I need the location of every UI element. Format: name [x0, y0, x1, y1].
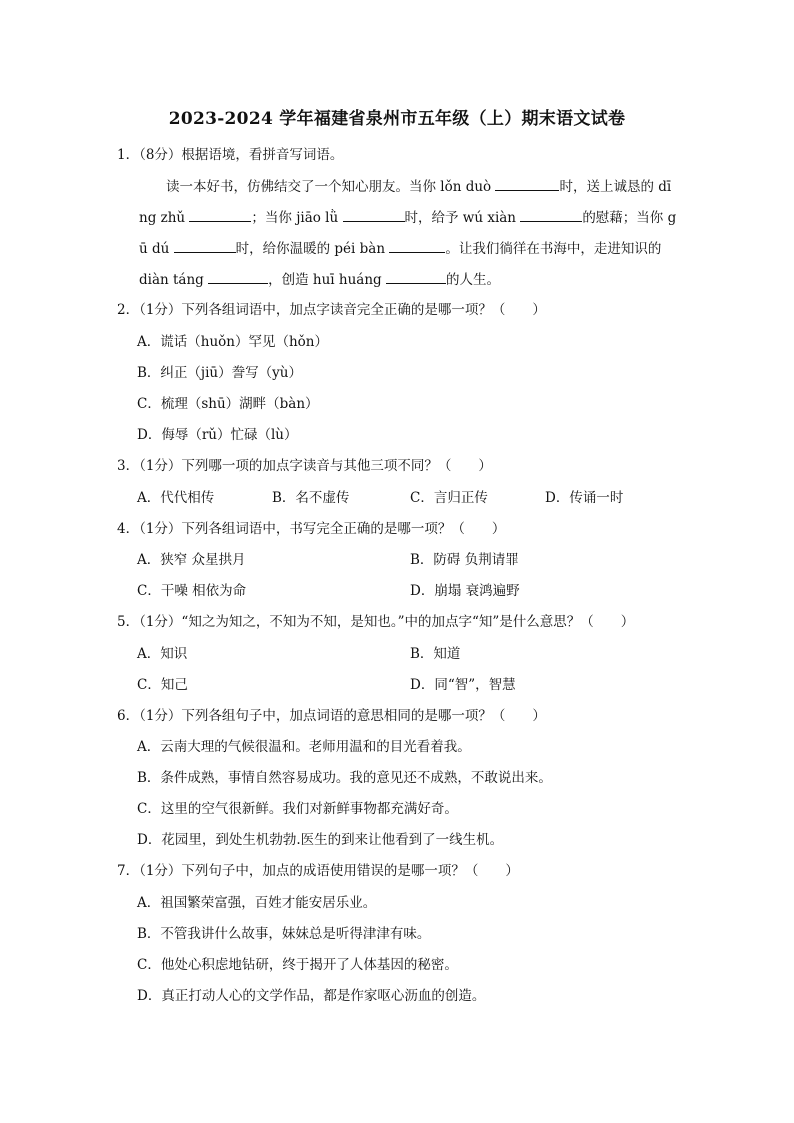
answer-blank[interactable] [386, 269, 446, 284]
answer-blank[interactable] [208, 269, 268, 284]
question-2-option-a[interactable]: A．谎话（huǒn）罕见（hǒn） [137, 334, 328, 350]
question-6-option-d[interactable]: D．花园里，到处生机勃勃.医生的到来让他看到了一线生机。 [137, 832, 504, 848]
question-1-line-2: ng zhǔ ；当你 jiāo lǜ 时，给予 wú xiàn 的慰藉；当你 g [139, 207, 676, 228]
question-3-option-d[interactable]: D．传诵一时 [545, 490, 624, 506]
question-7-option-b[interactable]: B．不管我讲什么故事，妹妹总是听得津津有味。 [137, 926, 431, 942]
question-3-stem: 3．（1分）下列哪一项的加点字读音与其他三项不同？（ ） [117, 458, 492, 474]
question-2-option-d[interactable]: D．侮辱（rǔ）忙碌（lù） [137, 427, 298, 443]
question-7-option-c[interactable]: C．他处心积虑地钻研，终于揭开了人体基因的秘密。 [137, 957, 458, 973]
question-1-line-4: diàn táng ，创造 huī huáng 的人生。 [139, 269, 500, 290]
question-4-stem: 4．（1分）下列各组词语中，书写完全正确的是哪一项？（ ） [117, 521, 506, 537]
question-5-option-b[interactable]: B．知道 [410, 646, 461, 662]
question-6-option-b[interactable]: B．条件成熟，事情自然容易成功。我的意见还不成熟，不敢说出来。 [137, 770, 552, 786]
question-2-option-c[interactable]: C．梳理（shū）湖畔（bàn） [137, 396, 319, 412]
answer-blank[interactable] [389, 238, 445, 253]
question-3-option-c[interactable]: C．言归正传 [410, 490, 488, 506]
question-2-stem: 2．（1分）下列各组词语中，加点字读音完全正确的是哪一项？（ ） [117, 302, 546, 318]
question-4-option-a[interactable]: A．狭窄 众星拱月 [137, 552, 246, 568]
question-6-option-c[interactable]: C．这里的空气很新鲜。我们对新鲜事物都充满好奇。 [137, 801, 458, 817]
question-5-option-a[interactable]: A．知识 [137, 646, 188, 662]
answer-blank[interactable] [174, 238, 236, 253]
question-2-option-b[interactable]: B．纠正（jiū）誊写（yù） [137, 365, 302, 381]
question-4-option-c[interactable]: C．干噪 相依为命 [137, 583, 247, 599]
question-5-stem: 5．（1分）“知之为知之，不知为不知，是知也。”中的加点字“知”是什么意思？（ ） [117, 614, 635, 630]
question-6-option-a[interactable]: A．云南大理的气候很温和。老师用温和的目光看着我。 [137, 739, 471, 755]
page-title: 2023-2024 学年福建省泉州市五年级（上）期末语文试卷 [168, 109, 626, 129]
question-7-stem: 7．（1分）下列句子中，加点的成语使用错误的是哪一项？（ ） [117, 863, 519, 879]
question-1-line-3: ū dú 时，给你温暖的 péi bàn 。让我们徜徉在书海中，走进知识的 [139, 238, 661, 259]
question-4-option-d[interactable]: D．崩塌 衰鸿遍野 [410, 583, 520, 599]
question-3-option-a[interactable]: A．代代相传 [137, 490, 215, 506]
question-4-option-b[interactable]: B．防碍 负荆请罪 [410, 552, 519, 568]
question-6-stem: 6．（1分）下列各组句子中，加点词语的意思相同的是哪一项？（ ） [117, 708, 546, 724]
question-1-line-1: 读一本好书，仿佛结交了一个知心朋友。当你 lǒn duò 时，送上诚恳的 dī [166, 176, 671, 197]
answer-blank[interactable] [520, 207, 582, 222]
question-5-option-c[interactable]: C．知己 [137, 677, 188, 693]
answer-blank[interactable] [495, 176, 559, 191]
answer-blank[interactable] [343, 207, 405, 222]
question-7-option-d[interactable]: D．真正打动人心的文学作品，都是作家呕心沥血的创造。 [137, 988, 486, 1004]
question-3-option-b[interactable]: B．名不虚传 [272, 490, 350, 506]
question-7-option-a[interactable]: A．祖国繁荣富强，百姓才能安居乐业。 [137, 895, 377, 911]
question-1-stem: 1．（8分）根据语境，看拼音写词语。 [117, 147, 344, 163]
answer-blank[interactable] [189, 207, 251, 222]
question-5-option-d[interactable]: D．同“智”，智慧 [410, 677, 516, 693]
